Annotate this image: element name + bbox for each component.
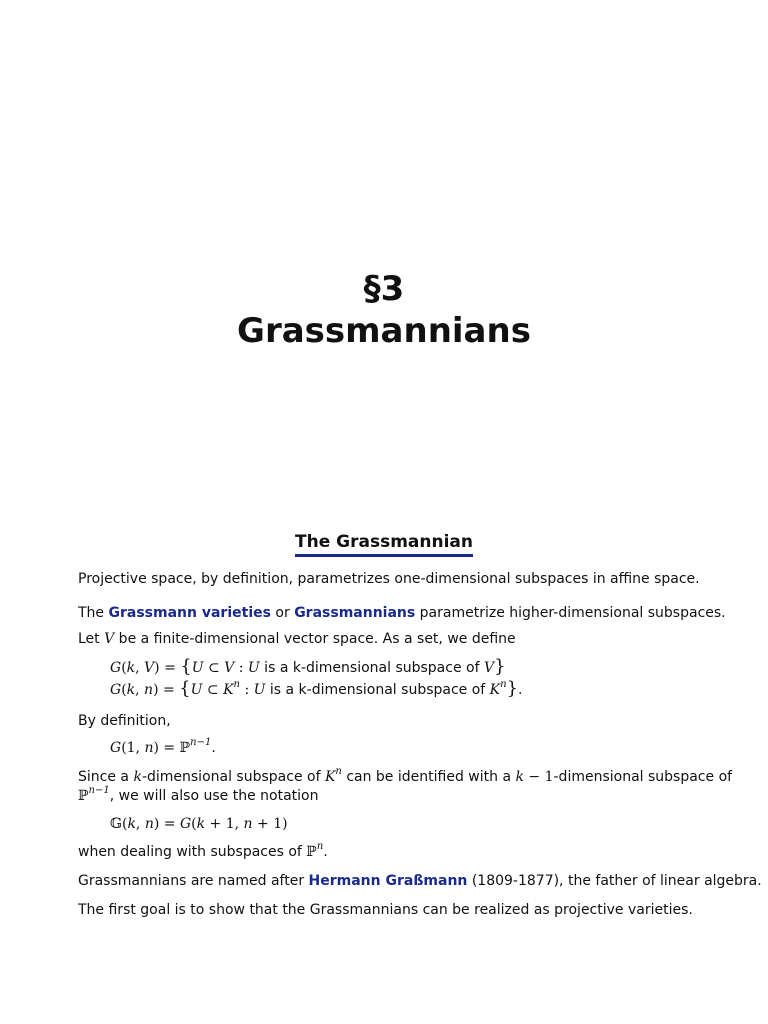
chapter-title: Grassmannians: [237, 311, 531, 351]
paragraph-named-after: Grassmannians are named after Hermann Graßmann (1809-1877), the father of linear algebra.: [78, 873, 762, 889]
section-title: The Grassmannian: [295, 532, 473, 557]
paragraph-grassmann-varieties: The Grassmann varieties or Grassmannians parametrize higher-dimensional subspaces.: [78, 605, 726, 621]
paragraph-by-definition: By definition,: [78, 713, 171, 729]
chapter-number: §3: [363, 269, 405, 309]
link-grassmann-varieties[interactable]: Grassmann varieties: [108, 605, 271, 621]
equation-g-k-v: G(k, V) = {U ⊂ V : U is a k-dimensional subspace of V}: [110, 656, 506, 677]
paragraph-when-dealing: when dealing with subspaces of ℙ$^n$.: [78, 841, 328, 860]
link-grassmannians[interactable]: Grassmannians: [294, 605, 416, 621]
section-heading: [0, 532, 768, 557]
equation-g-k-n: G(k, n) = {U ⊂ $K^n$ : U is a k-dimensional subspace of $K^n$}.: [110, 678, 523, 699]
paragraph-let-v: Let V be a finite-dimensional vector space. As a set, we define: [78, 631, 516, 647]
paragraph-first-goal: The first goal is to show that the Grassmannians can be realized as projective varieties.: [78, 902, 693, 918]
link-hermann-grassmann[interactable]: Hermann Graßmann: [308, 873, 468, 889]
equation-g-1-n: G(1, n) = ℙ$^{n-1}$.: [110, 737, 216, 756]
chapter-heading: [0, 268, 768, 352]
equation-bbg: 𝔾(k, n) = G(k + 1, n + 1): [110, 816, 288, 832]
paragraph-since: Since a k-dimensional subspace of $K^n$ can be identified with a k − 1-dimensional subspace of: [78, 766, 733, 785]
paragraph-intro: Projective space, by definition, parametrizes one-dimensional subspaces in affine space.: [78, 571, 700, 587]
paragraph-since-line2: ℙ$^{n-1}$, we will also use the notation: [78, 785, 319, 804]
